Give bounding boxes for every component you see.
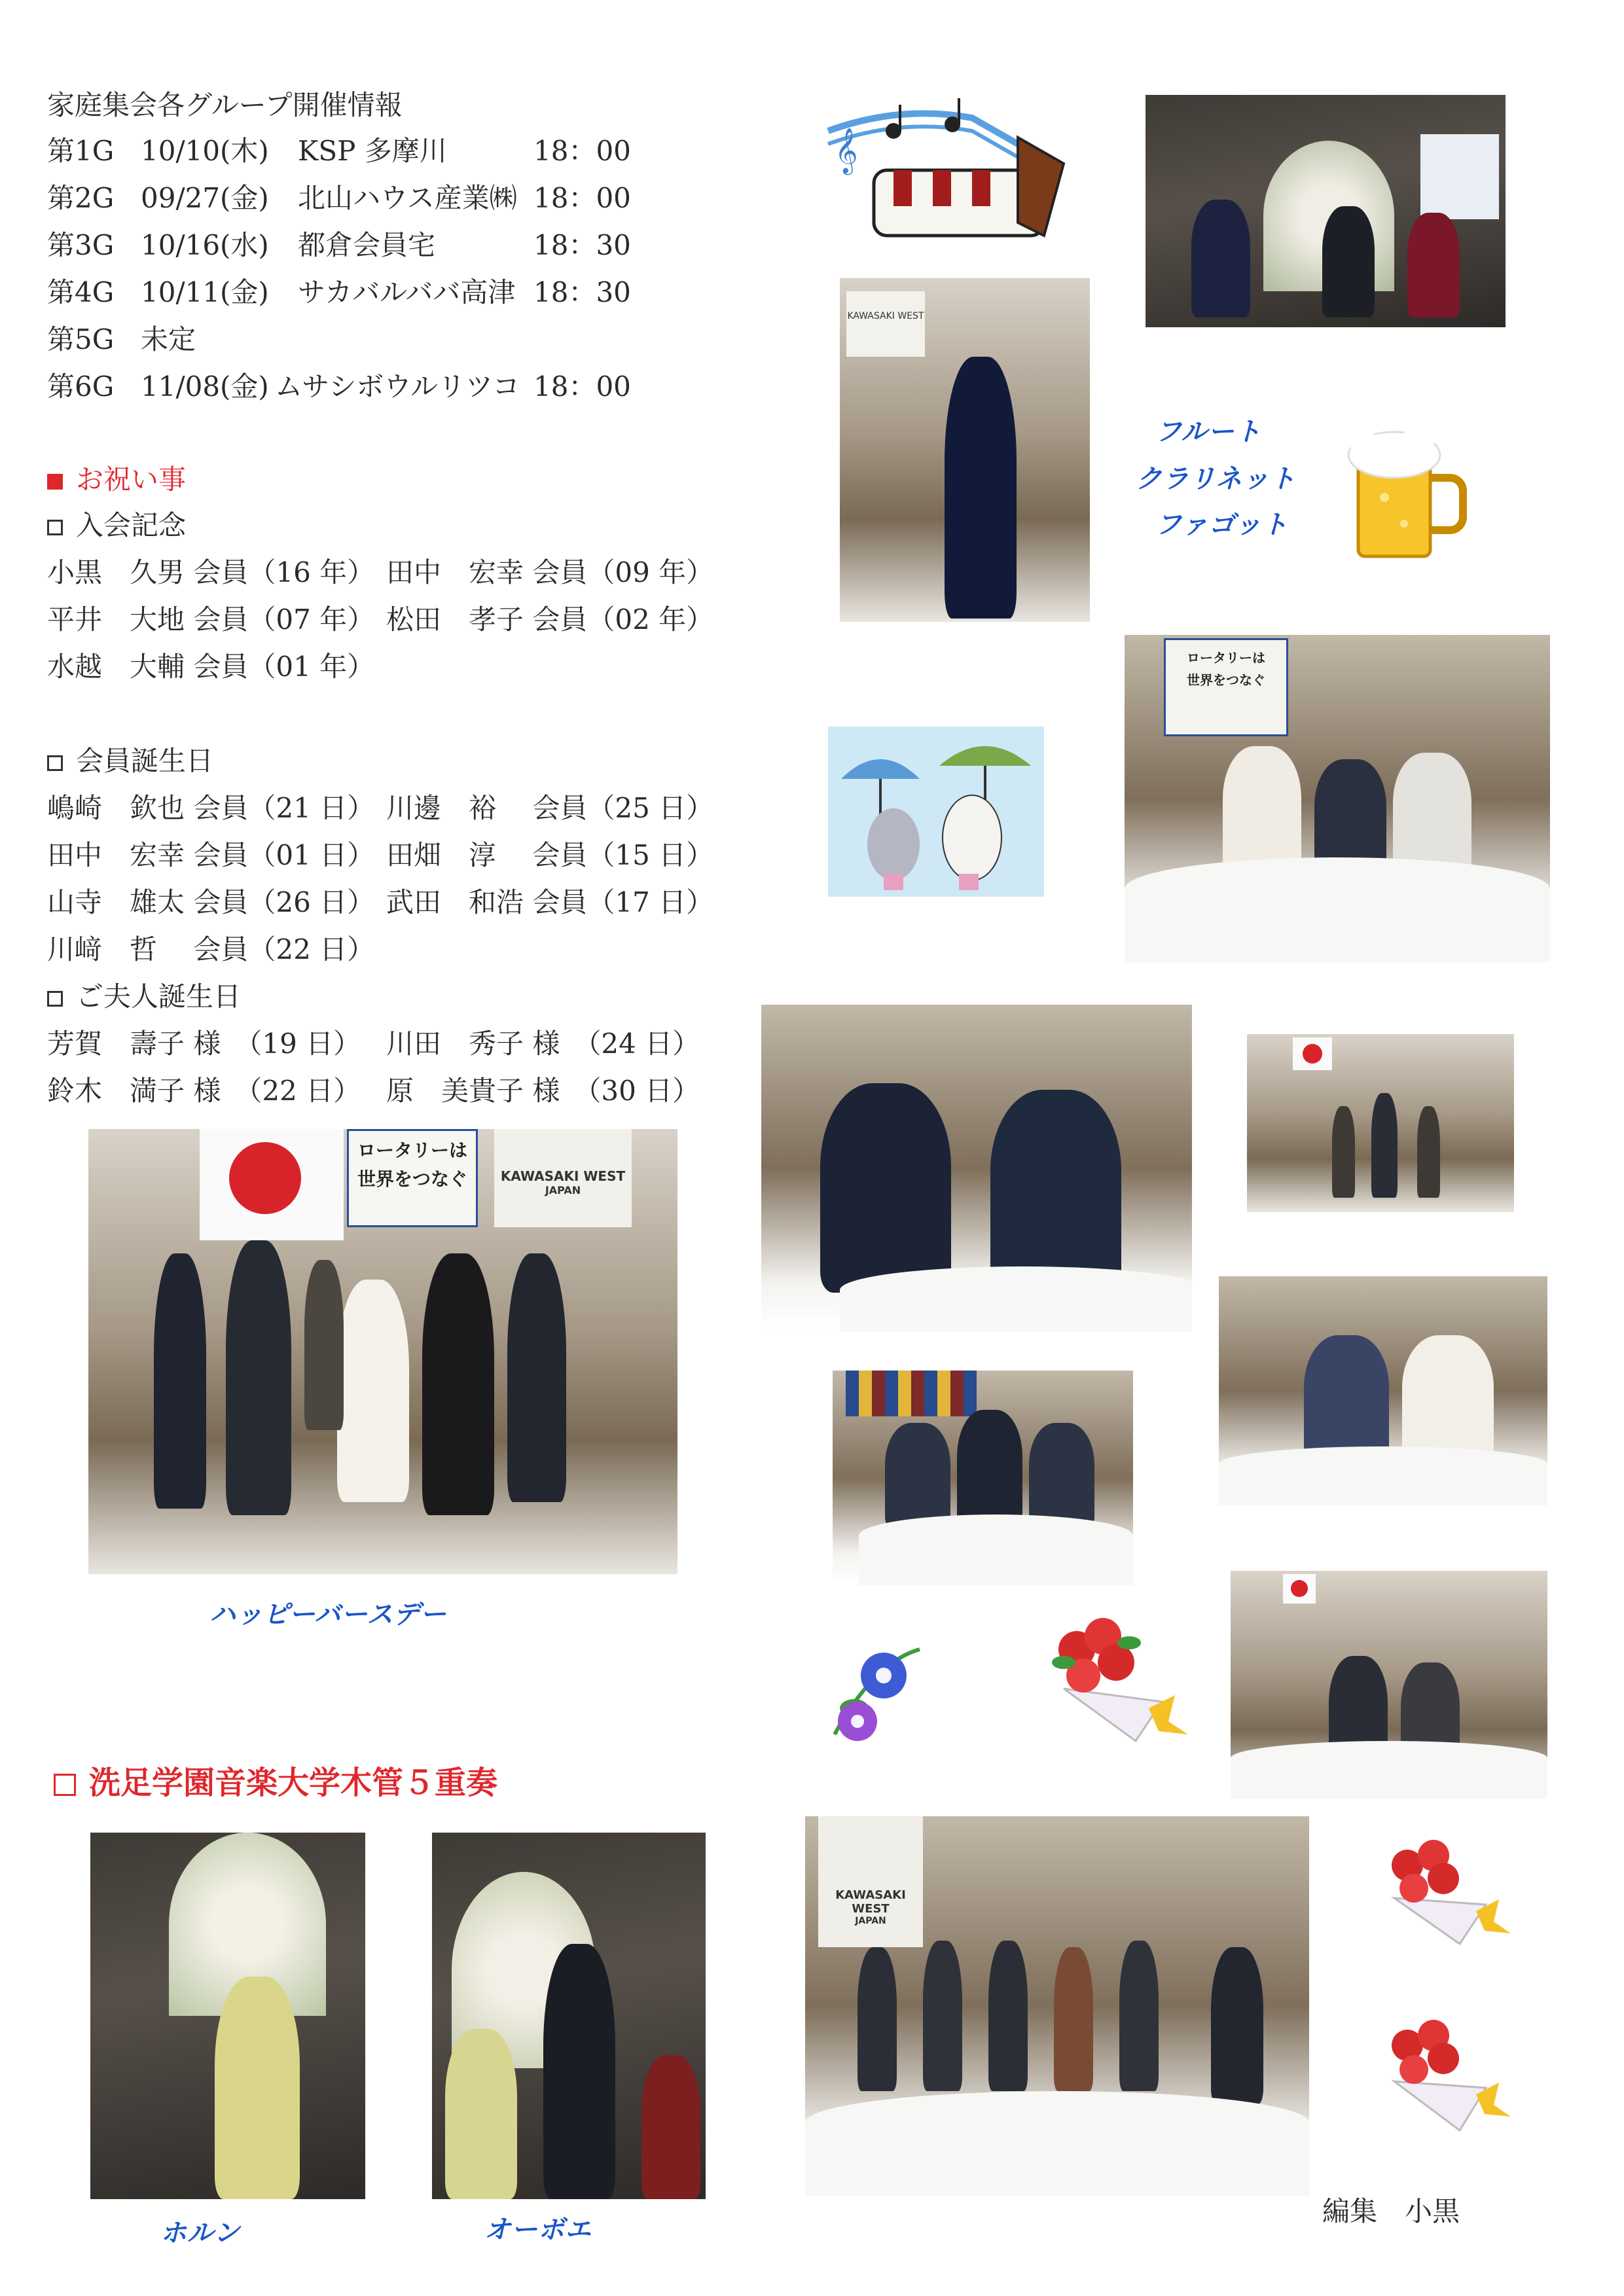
schedule-date: 未定 (141, 323, 196, 355)
tablecloth (1219, 1446, 1547, 1505)
club-country: JAPAN (855, 1916, 886, 1926)
schedule-time: 18：00 (533, 370, 631, 403)
hall-dance-photo (1247, 1034, 1514, 1212)
list-item: 嶋崎 欽也 会員（21 日） (47, 792, 375, 824)
person-figure (154, 1253, 206, 1509)
schedule-date: 10/11(金) (141, 276, 269, 308)
list-item: 田中 宏幸 会員（01 日） (47, 839, 375, 871)
red-square-bullet (47, 474, 63, 490)
flag-sun (1303, 1044, 1322, 1064)
person-figure (304, 1260, 344, 1430)
circle-dance-photo (805, 1816, 1309, 2196)
person-figure (337, 1280, 409, 1502)
person-figure (445, 2029, 517, 2199)
beer-mug-icon (1339, 419, 1470, 563)
schedule-group: 第5G (47, 323, 115, 355)
horn-player-photo (90, 1833, 365, 2199)
list-item: 川田 秀子 様 （24 日） (386, 1028, 700, 1060)
club-banner (846, 291, 925, 357)
oboe-label: オーボエ (484, 2215, 592, 2245)
instrument-label: フルート (1155, 417, 1262, 447)
japan-flag (200, 1129, 344, 1240)
membership-title-text: 入会記念 (76, 509, 187, 541)
list-item: 武田 和浩 会員（17 日） (386, 886, 714, 918)
tablecloth (859, 1515, 1133, 1585)
oboe-player-photo (432, 1833, 706, 2199)
list-item: 田中 宏幸 会員（09 年） (386, 556, 714, 588)
schedule-time: 18：30 (533, 229, 631, 261)
list-item: 鈴木 満子 様 （22 日） (47, 1075, 361, 1107)
person-figure (1211, 1947, 1263, 2104)
club-name: KAWASAKI WEST (500, 1168, 626, 1184)
horn-label: ホルン (160, 2218, 240, 2248)
list-item: 川邊 裕 会員（25 日） (386, 792, 714, 824)
person-figure (215, 1977, 300, 2199)
list-item: 水越 大輔 会員（01 年） (47, 651, 375, 683)
group-birthday-photo (88, 1129, 677, 1574)
list-item: 川﨑 哲 会員（22 日） (47, 933, 375, 965)
music-section-title (54, 1757, 497, 1803)
schedule-group: 第3G (47, 229, 115, 261)
person-figure (1029, 1423, 1094, 1528)
checkbox-square-icon (47, 991, 63, 1007)
morning-glory-icon (821, 1636, 933, 1748)
list-item: 原 美貴子 様 （30 日） (386, 1075, 700, 1107)
person-figure (507, 1253, 566, 1502)
banquet-crowd-photo (1231, 1571, 1547, 1799)
tablecloth (1231, 1741, 1547, 1799)
schedule-date: 10/16(水) (141, 229, 269, 261)
person-figure (885, 1423, 950, 1528)
schedule-place: 北山ハウス産業㈱ (298, 182, 517, 214)
bouquet-icon (1368, 2009, 1519, 2140)
person-figure (1407, 213, 1460, 317)
three-men-photo (833, 1371, 1133, 1585)
club-name: KAWASAKI WEST (835, 1888, 906, 1916)
club-pennants (846, 1371, 977, 1416)
singer-photo (840, 278, 1090, 622)
schedule-place: サカバルババ高津 (298, 276, 516, 308)
schedule-date: 09/27(金) (141, 182, 269, 214)
person-figure (957, 1410, 1022, 1528)
schedule-date: 10/10(木) (141, 135, 269, 167)
table-guests-photo (1125, 635, 1550, 962)
schedule-time: 18：30 (533, 276, 631, 308)
list-item: 田畑 淳 会員（15 日） (386, 839, 714, 871)
flag-sun (1291, 1580, 1308, 1597)
two-ladies-photo (761, 1005, 1192, 1332)
instrument-label: ファゴット (1155, 510, 1289, 540)
person-figure (923, 1941, 962, 2091)
person-figure (1191, 200, 1250, 317)
schedule-place: 都倉会員宅 (298, 229, 436, 261)
club-name: KAWASAKI WEST (847, 311, 924, 321)
editor-credit: 編集 小黒 (1322, 2195, 1460, 2227)
club-banner (818, 1816, 923, 1947)
schedule-place: KSP 多摩川 (298, 135, 447, 167)
person-figure (857, 1947, 897, 2091)
screen-display (1420, 134, 1499, 219)
list-item: 小黒 久男 会員（16 年） (47, 556, 375, 588)
checkbox-square-icon (54, 1774, 76, 1796)
person-figure (990, 1090, 1121, 1293)
schedule-group: 第2G (47, 182, 115, 214)
banner-line: 世界をつなぐ (357, 1168, 467, 1190)
rotary-banner (1164, 638, 1288, 736)
music-section-title-text: 洗足学園音楽大学木管５重奏 (89, 1765, 498, 1801)
svg-text:𝄞: 𝄞 (835, 128, 858, 173)
member-birthdays-title-text: 会員誕生日 (76, 745, 214, 777)
schedule-group: 第1G (47, 135, 115, 167)
membership-title (47, 509, 187, 541)
person-figure (543, 1944, 615, 2199)
japan-flag (1283, 1574, 1316, 1604)
piano-music-illustration (821, 92, 1083, 242)
person-figure (945, 357, 1017, 619)
schedule-place: ムサシボウルリツコ (275, 370, 520, 403)
list-item: 平井 大地 会員（07 年） (47, 603, 375, 636)
spouse-birthdays-title-text: ご夫人誕生日 (76, 980, 242, 1013)
person-figure (1322, 206, 1375, 317)
tablecloth (840, 1266, 1192, 1332)
bouquet-icon (1038, 1610, 1195, 1761)
list-item: 芳賀 壽子 様 （19 日） (47, 1028, 361, 1060)
japan-flag (1293, 1037, 1332, 1070)
wind-quintet-photo (1146, 95, 1506, 327)
schedule-heading: 家庭集会各グループ開催情報 (47, 89, 403, 121)
person-figure (1371, 1093, 1398, 1198)
person-figure (641, 2055, 700, 2199)
schedule-time: 18：00 (533, 182, 631, 214)
club-country: JAPAN (545, 1184, 581, 1196)
person-figure (226, 1240, 291, 1515)
person-figure (1417, 1106, 1440, 1198)
tablecloth (1125, 857, 1550, 962)
checkbox-square-icon (47, 755, 63, 771)
schedule-group: 第4G (47, 276, 115, 308)
celebrations-heading (47, 463, 187, 495)
schedule-date: 11/08(金) (141, 370, 269, 403)
club-banner (494, 1129, 632, 1227)
bouquet-icon (1368, 1833, 1519, 1950)
schedule-time: 18：00 (533, 135, 631, 167)
person-figure (820, 1083, 951, 1293)
instrument-label: クラリネット (1136, 464, 1297, 494)
tablecloth (805, 2091, 1309, 2196)
person-figure (1223, 746, 1301, 877)
list-item: 山寺 雄太 会員（26 日） (47, 886, 375, 918)
rain-cats-illustration (828, 726, 1044, 897)
person-figure (422, 1253, 494, 1515)
list-item: 松田 孝子 会員（02 年） (386, 603, 714, 636)
flag-sun (229, 1142, 301, 1214)
rotary-banner (347, 1129, 478, 1227)
person-figure (1054, 1947, 1093, 2091)
member-birthdays-title (47, 747, 213, 775)
two-ladies-table-photo (1219, 1276, 1547, 1505)
banner-line: ロータリーは (357, 1139, 467, 1161)
schedule-group: 第6G (47, 370, 115, 403)
banner-line: ロータリーは (1187, 650, 1265, 666)
person-figure (988, 1941, 1028, 2091)
celebrations-heading-text: お祝い事 (76, 463, 187, 495)
person-figure (1119, 1941, 1159, 2091)
banner-line: 世界をつなぐ (1187, 672, 1265, 688)
person-figure (1332, 1106, 1355, 1198)
checkbox-square-icon (47, 520, 63, 535)
birthday-label: ハッピーバースデー (209, 1600, 447, 1630)
spouse-birthdays-title (47, 980, 242, 1013)
